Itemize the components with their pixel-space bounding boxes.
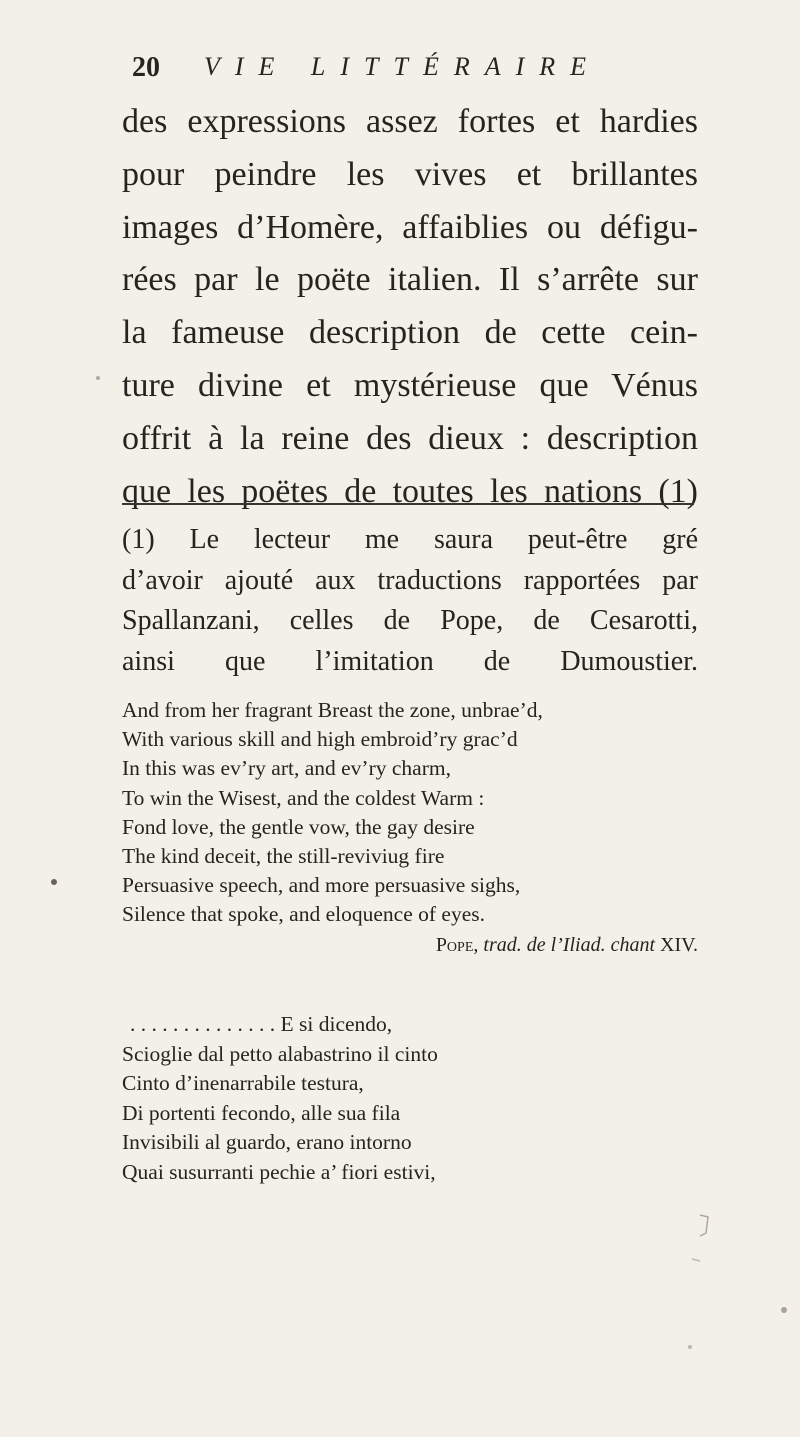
verse-line: Fond love, the gentle vow, the gay desire [122, 814, 475, 839]
footnote-line: (1) Le lecteur me saura peut-être gré [122, 524, 698, 555]
attribution-author: Pope [435, 933, 474, 956]
page-number: 20 [132, 52, 160, 83]
verse-line: Persuasive speech, and more persuasive sighs, [122, 873, 521, 898]
body-line: des expressions assez fortes et hardies [122, 103, 698, 140]
quote-attribution: Pope, trad. de l’Iliad. chant XIV. [435, 933, 698, 956]
body-line: offrit à la reine des dieux : description [122, 419, 698, 457]
verse-line: The kind deceit, the still-reviviug fire [122, 844, 445, 869]
body-line: la fameuse description de cette cein- [122, 314, 698, 352]
body-line: que les poëtes de toutes les nations (1) [122, 472, 698, 510]
body-line: images d’Homère, affaiblies ou défigu- [122, 208, 698, 246]
footnote-line: d’avoir ajouté aux traductions rapportées par [122, 564, 698, 596]
attribution-work: trad. de l’Iliad. chant [483, 933, 656, 956]
footnote-line: Spallanzani, celles de Pope, de Cesarotti, [122, 605, 698, 636]
verse-line: Quai susurranti pechie a’ fiori estivi, [122, 1159, 436, 1184]
verse-line: Silence that spoke, and eloquence of eyes. [122, 902, 485, 927]
verse-line: Di portenti fecondo, alle sua fila [122, 1100, 401, 1125]
verse-line: In this was ev’ry art, and ev’ry charm, [122, 756, 451, 781]
verse-line: Scioglie dal petto alabastrino il cinto [122, 1041, 438, 1066]
verse-line: . . . . . . . . . . . . . . E si dicendo, [130, 1012, 393, 1036]
verse-line: Invisibili al guardo, erano intorno [122, 1130, 412, 1154]
running-title: VIE LITTÉRAIRE [204, 52, 602, 81]
body-line: pour peindre les vives et brillantes [122, 155, 698, 193]
body-line: ture divine et mystérieuse que Vénus [122, 366, 698, 404]
verse-line: And from her fragrant Breast the zone, unbrae’d, [122, 698, 543, 722]
verse-line: Cinto d’inenarrabile testura, [122, 1071, 364, 1095]
attribution-numeral: XIV. [660, 933, 698, 956]
footnote-line: ainsi que l’imitation de Dumoustier. [122, 645, 698, 677]
body-line: rées par le poëte italien. Il s’arrête sur [122, 261, 698, 299]
verse-line: With various skill and high embroid’ry grac’d [122, 727, 518, 752]
verse-line: To win the Wisest, and the coldest Warm : [122, 785, 485, 810]
